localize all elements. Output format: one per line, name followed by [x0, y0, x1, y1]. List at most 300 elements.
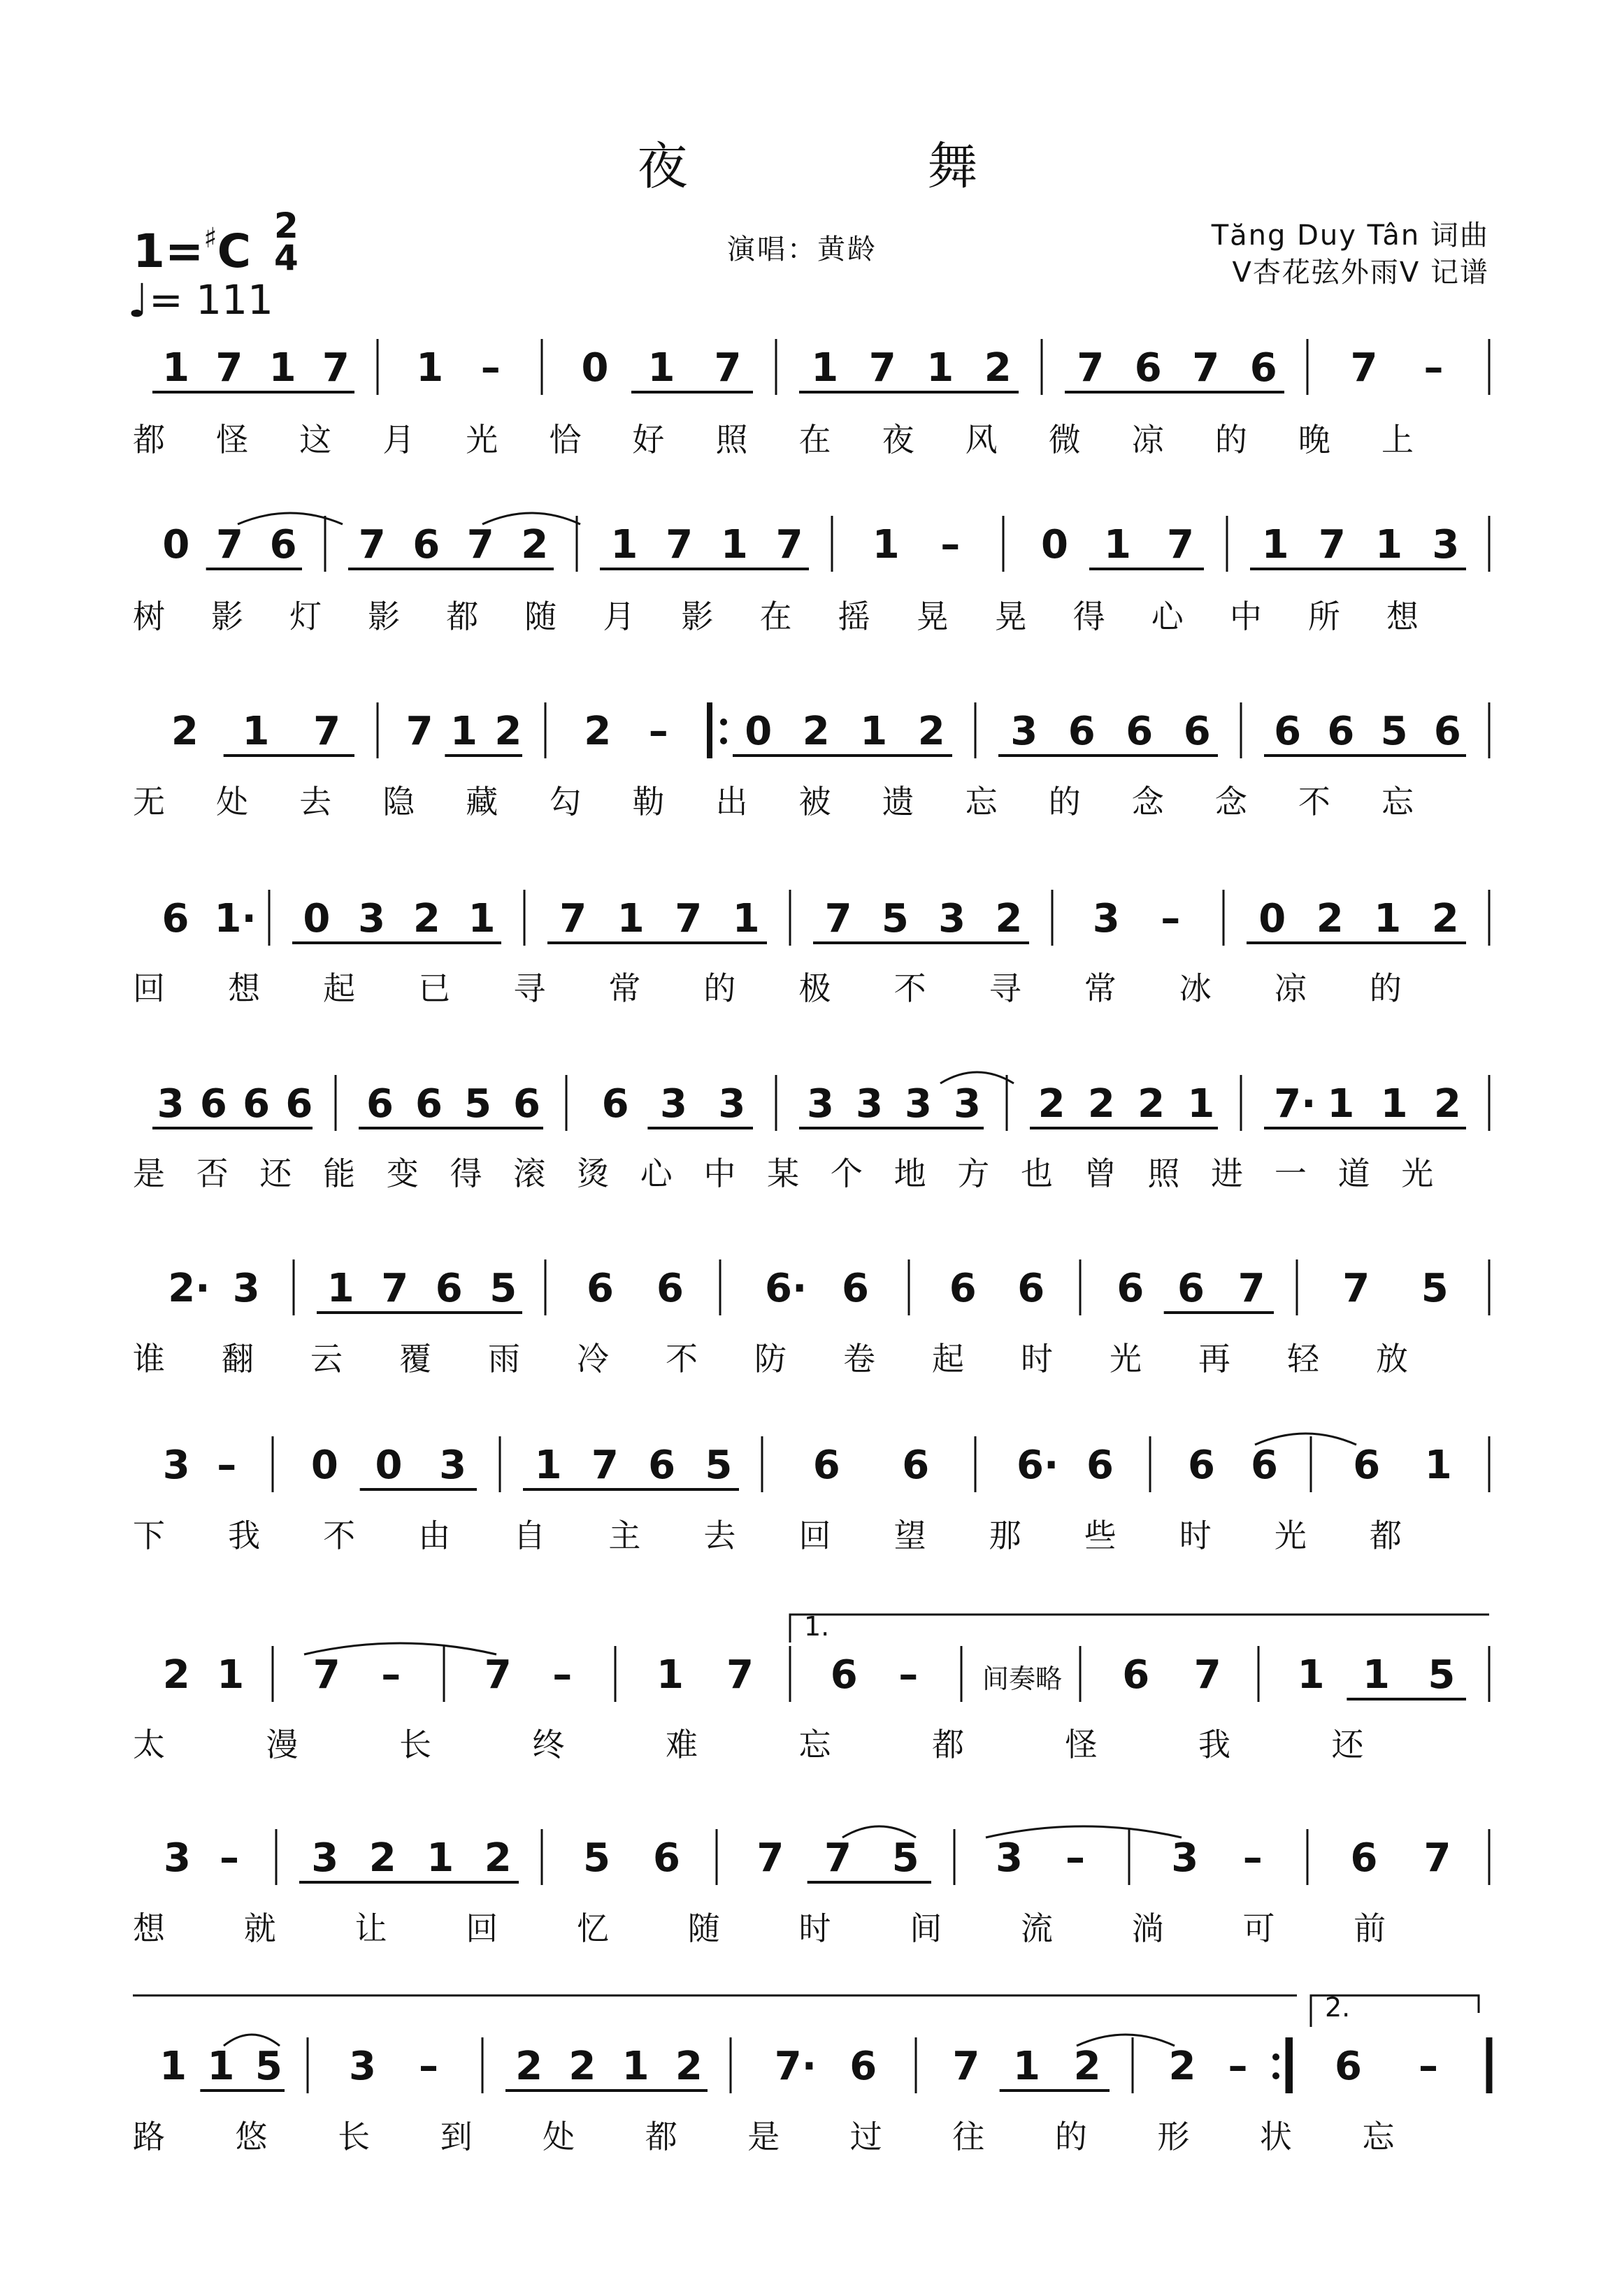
note: 3: [439, 1443, 467, 1488]
note: 1: [1380, 1081, 1408, 1127]
lyric-char: 凉: [1274, 969, 1307, 1007]
note: 7: [215, 345, 243, 391]
lyric-char: 个: [830, 1155, 863, 1192]
note: 0: [1258, 896, 1286, 941]
key-equals: =: [164, 224, 204, 278]
lyric-char: 已: [418, 969, 451, 1007]
note: 6: [415, 1081, 443, 1127]
note: –: [220, 1835, 239, 1881]
lyric-char: 上: [1381, 421, 1414, 459]
lyric-char: 曾: [1084, 1155, 1117, 1192]
lyric-char: 还: [259, 1155, 292, 1192]
note: 1: [1013, 2044, 1040, 2089]
note: 2: [1073, 2044, 1101, 2089]
volta-label-1: 1.: [804, 1611, 830, 1642]
note: 6: [1068, 709, 1096, 754]
note: 2: [675, 2044, 703, 2089]
lyric-char: 还: [1331, 1726, 1364, 1763]
note: –: [1161, 896, 1181, 941]
lyric-char: 难: [666, 1726, 698, 1763]
note: 6: [243, 1081, 271, 1127]
note: 0: [1041, 522, 1068, 568]
lyric-char: 藏: [466, 783, 498, 821]
note: 5: [1421, 1266, 1449, 1311]
note: 2: [1431, 896, 1459, 941]
lyric-char: 想: [228, 969, 261, 1007]
lyric-char: 是: [747, 2118, 780, 2156]
lyric-char: 淌: [1131, 1909, 1164, 1947]
note: –: [1228, 2044, 1248, 2089]
note: 7: [775, 522, 803, 568]
note: 1: [732, 896, 760, 941]
note: 6: [1134, 345, 1162, 391]
lyric-char: 怪: [1065, 1726, 1098, 1763]
lyric-char: 烫: [577, 1155, 609, 1192]
note: 5: [254, 2044, 282, 2089]
lyric-char: 流: [1021, 1909, 1053, 1947]
note: –: [940, 522, 961, 568]
lyric-char: 太: [133, 1726, 165, 1763]
lyric-char: 卷: [843, 1340, 875, 1378]
lyric-char: 的: [1214, 421, 1247, 459]
lyric-char: 念: [1131, 783, 1164, 821]
lyric-char: 光: [1274, 1517, 1307, 1554]
note: 7: [756, 1835, 784, 1881]
quarter-note-icon: ♩: [127, 274, 150, 328]
note: 5: [464, 1081, 491, 1127]
note: 2: [494, 709, 522, 754]
note: 3: [1432, 522, 1460, 568]
lyric-char: 极: [798, 969, 831, 1007]
note: 6: [412, 522, 440, 568]
note: 7: [1193, 1652, 1221, 1698]
lyric-char: 能: [323, 1155, 356, 1192]
note: 1: [811, 345, 839, 391]
note: 6·: [1017, 1443, 1059, 1488]
note: 7: [591, 1443, 619, 1488]
note: 1: [617, 896, 645, 941]
note: 6: [1183, 709, 1211, 754]
note: 7: [1167, 522, 1194, 568]
note: 2: [368, 1835, 396, 1881]
lyric-char: 好: [632, 421, 665, 459]
lyric-char: 光: [1401, 1155, 1434, 1192]
note: 2: [584, 709, 612, 754]
note: 2: [1038, 1081, 1065, 1127]
lyric-char: 风: [965, 421, 998, 459]
note: 1: [326, 1266, 354, 1311]
note: 6: [1126, 709, 1154, 754]
lyric-char: 由: [418, 1517, 451, 1554]
note: 1: [450, 709, 478, 754]
note: 1: [416, 345, 444, 391]
note: 1: [426, 1835, 454, 1881]
note: –: [419, 2044, 438, 2089]
lyric-char: 影: [681, 598, 714, 635]
note: 6: [1251, 1443, 1278, 1488]
lyric-char: 那: [989, 1517, 1021, 1554]
note: 7: [313, 709, 341, 754]
lyric-char: 我: [1198, 1726, 1230, 1763]
note: 6: [1017, 1266, 1045, 1311]
note: 6: [587, 1266, 614, 1311]
note: –: [480, 345, 501, 391]
lyric-char: 心: [640, 1155, 673, 1192]
lyric-char: 一: [1274, 1155, 1307, 1192]
lyric-char: 树: [133, 598, 165, 635]
lyric-char: 是: [133, 1155, 165, 1192]
note: 3: [954, 1081, 981, 1127]
note: 6: [949, 1266, 977, 1311]
note: 5: [1380, 709, 1408, 754]
lyric-char: 影: [211, 598, 244, 635]
note: 5: [891, 1835, 919, 1881]
note: 7: [1423, 1835, 1451, 1881]
note: 1: [1375, 522, 1403, 568]
note: 1: [610, 522, 638, 568]
note: 0: [162, 522, 190, 568]
note: 1: [207, 2044, 235, 2089]
interlude-label: 间奏略: [982, 1663, 1063, 1694]
lyric-char: 状: [1259, 2118, 1292, 2156]
repeat-dot: [1272, 2053, 1279, 2060]
lyric-char: 时: [1021, 1340, 1053, 1378]
note: 7: [405, 709, 433, 754]
note: 1: [647, 345, 675, 391]
lyric-char: 覆: [399, 1340, 431, 1378]
note: 3: [996, 1835, 1023, 1881]
note: 7·: [1274, 1081, 1316, 1127]
lyric-char: 照: [715, 421, 748, 459]
lyricist-composer-credit: Tăng Duy Tân 词曲: [1211, 219, 1489, 252]
note: 3: [905, 1081, 932, 1127]
lyric-char: 自: [513, 1517, 546, 1554]
lyric-char: 滚: [513, 1155, 546, 1192]
lyric-char: 长: [399, 1726, 431, 1763]
note: 7: [726, 1652, 754, 1698]
note: 6: [653, 1835, 680, 1881]
lyric-char: 想: [1386, 598, 1419, 635]
note: 6: [849, 2044, 877, 2089]
lyric-char: 再: [1198, 1340, 1230, 1378]
note: 5: [1428, 1652, 1456, 1698]
note: 7: [322, 345, 350, 391]
note: 1: [1327, 1081, 1355, 1127]
lyric-char: 回: [133, 969, 165, 1007]
note: 2: [917, 709, 945, 754]
note: 3: [856, 1081, 883, 1127]
note: –: [898, 1652, 919, 1698]
note: 6: [1327, 709, 1355, 754]
note: 0: [745, 709, 773, 754]
note: 2: [171, 709, 199, 754]
note: 6: [199, 1081, 227, 1127]
lyric-char: 心: [1151, 598, 1184, 635]
lyric-char: 的: [1369, 969, 1402, 1007]
note: 2: [515, 2044, 543, 2089]
lyric-char: 都: [133, 421, 165, 459]
note: 3: [164, 1835, 191, 1881]
lyric-char: 就: [243, 1909, 276, 1947]
note: 6: [1086, 1443, 1114, 1488]
time-signature-top: 2: [274, 205, 299, 246]
lyric-char: 到: [440, 2118, 473, 2156]
note: 3: [157, 1081, 185, 1127]
lyric-char: 望: [893, 1517, 926, 1554]
note: 1: [656, 1652, 684, 1698]
lyric-char: 都: [932, 1726, 964, 1763]
lyric-char: 过: [849, 2118, 882, 2156]
note: 3: [311, 1835, 339, 1881]
note: 6: [285, 1081, 313, 1127]
lyric-char: 翻: [222, 1340, 254, 1378]
sharp-sign: ♯: [203, 222, 217, 254]
note: 2: [412, 896, 440, 941]
lyric-char: 晚: [1298, 421, 1330, 459]
lyric-char: 常: [1084, 969, 1117, 1007]
note: 7: [675, 896, 703, 941]
note: 2: [1087, 1081, 1115, 1127]
note: 2·: [168, 1266, 210, 1311]
key-degree: 1: [133, 224, 165, 278]
repeat-dot: [720, 719, 727, 725]
lyric-char: 否: [196, 1155, 229, 1192]
note: –: [648, 709, 668, 754]
note: 6: [1117, 1266, 1144, 1311]
lyric-char: 勾: [549, 783, 582, 821]
lyric-char: 漫: [266, 1726, 299, 1763]
note: 3: [1171, 1835, 1199, 1881]
lyric-char: 不: [893, 969, 926, 1007]
lyric-char: 忘: [798, 1726, 831, 1763]
lyric-char: 某: [767, 1155, 800, 1192]
note: 7: [1077, 345, 1105, 391]
note: 2: [1316, 896, 1344, 941]
note: 6: [902, 1443, 930, 1488]
lyric-char: 摇: [838, 598, 870, 635]
lyric-char: 时: [1179, 1517, 1212, 1554]
note: 7: [952, 2044, 980, 2089]
note: 3: [358, 896, 386, 941]
key-letter: C: [217, 224, 252, 278]
note: 6: [1433, 709, 1461, 754]
volta-label-2: 2.: [1325, 1992, 1351, 2023]
lyric-char: 无: [133, 783, 165, 821]
lyric-char: 冷: [577, 1340, 609, 1378]
lyric-char: 的: [703, 969, 736, 1007]
note: 2: [484, 1835, 512, 1881]
note: 7: [1318, 522, 1346, 568]
note: 0: [310, 1443, 338, 1488]
lyric-char: 去: [703, 1517, 736, 1554]
lyric-char: 防: [754, 1340, 787, 1378]
note: 1: [268, 345, 296, 391]
transcriber-credit: V杏花弦外雨V 记谱: [1232, 257, 1489, 289]
volta-bracket-1: [790, 1615, 1489, 1642]
note: 7·: [774, 2044, 817, 2089]
note: 1: [468, 896, 496, 941]
note: 1: [162, 345, 190, 391]
note: –: [1419, 2044, 1438, 2089]
lyric-char: 中: [703, 1155, 736, 1192]
lyric-char: 长: [338, 2118, 371, 2156]
note: 3: [807, 1081, 834, 1127]
note: 6: [812, 1443, 840, 1488]
lyric-char: 微: [1048, 421, 1081, 459]
note: 1: [1297, 1652, 1325, 1698]
note: 7: [824, 896, 852, 941]
note: 7: [824, 1835, 852, 1881]
lyric-char: 地: [893, 1155, 926, 1192]
note: 2: [995, 896, 1023, 941]
lyric-char: 可: [1242, 1909, 1275, 1947]
note: 1: [1261, 522, 1289, 568]
note: 1: [159, 2044, 187, 2089]
lyric-char: 形: [1157, 2118, 1190, 2156]
note: 1: [1374, 896, 1402, 941]
lyric-char: 都: [645, 2118, 677, 2156]
note: –: [1065, 1835, 1085, 1881]
note: 7: [313, 1652, 340, 1698]
note: 1: [217, 1652, 245, 1698]
lyric-char: 随: [524, 598, 557, 635]
lyric-char: 遗: [882, 783, 914, 821]
lyric-char: 时: [798, 1909, 831, 1947]
lyric-char: 念: [1214, 783, 1247, 821]
note: 7: [466, 522, 494, 568]
lyric-char: 出: [715, 783, 748, 821]
note: 0: [303, 896, 331, 941]
note: 5: [489, 1266, 517, 1311]
note: 2: [162, 1652, 190, 1698]
lyric-char: 得: [450, 1155, 482, 1192]
singer-credit: 演唱：黄龄: [727, 233, 877, 266]
lyric-char: 去: [299, 783, 332, 821]
note: 3: [1010, 709, 1038, 754]
lyric-char: 被: [798, 783, 831, 821]
note: 7: [1350, 345, 1378, 391]
note: –: [1423, 345, 1444, 391]
note: 0: [375, 1443, 403, 1488]
note: 7: [484, 1652, 512, 1698]
lyric-char: 忘: [965, 783, 998, 821]
note: 6: [830, 1652, 858, 1698]
lyric-char: 所: [1307, 598, 1340, 635]
note: 3: [938, 896, 966, 941]
note: 1: [1104, 522, 1131, 568]
note: 7: [1237, 1266, 1265, 1311]
note: 6: [648, 1443, 676, 1488]
note: 7: [216, 522, 243, 568]
lyric-char: 不: [1298, 783, 1330, 821]
lyric-char: 的: [1054, 2118, 1087, 2156]
note: 1: [872, 522, 900, 568]
lyric-char: 些: [1084, 1517, 1117, 1554]
lyric-char: 寻: [989, 969, 1021, 1007]
note: 6: [162, 896, 189, 941]
lyric-char: 得: [1072, 598, 1105, 635]
note: 6: [1350, 1835, 1378, 1881]
note: 5: [705, 1443, 733, 1488]
note: 6: [1274, 709, 1302, 754]
note: –: [552, 1652, 573, 1698]
lyric-char: 怪: [216, 421, 249, 459]
lyric-char: 灯: [289, 598, 322, 635]
lyric-char: 勒: [632, 783, 665, 821]
lyric-char: 凉: [1131, 421, 1164, 459]
song-title: 夜 舞: [637, 137, 1090, 196]
lyric-char: 光: [1110, 1340, 1142, 1378]
note: 7: [1192, 345, 1220, 391]
lyric-char: 都: [446, 598, 479, 635]
note: 5: [881, 896, 909, 941]
note: 6: [1335, 2044, 1362, 2089]
lyric-char: 往: [952, 2118, 985, 2156]
note: 6: [1188, 1443, 1215, 1488]
note: 6: [656, 1266, 684, 1311]
lyric-char: 想: [133, 1909, 165, 1947]
lyric-char: 道: [1337, 1155, 1370, 1192]
lyric-char: 忆: [577, 1909, 609, 1947]
lyric-char: 间: [910, 1909, 942, 1947]
note: 1: [1187, 1081, 1215, 1127]
lyric-char: 在: [759, 598, 792, 635]
lyric-char: 在: [798, 421, 831, 459]
lyric-char: 月: [382, 421, 415, 459]
note: 1: [622, 2044, 649, 2089]
note: 1: [1363, 1652, 1390, 1698]
note: 3: [660, 1081, 687, 1127]
lyric-char: 进: [1211, 1155, 1244, 1192]
lyric-char: 都: [1369, 1517, 1402, 1554]
note: 1: [720, 522, 748, 568]
lyric-char: 不: [323, 1517, 356, 1554]
note: –: [217, 1443, 237, 1488]
note: 6: [435, 1266, 463, 1311]
note: 3: [162, 1443, 190, 1488]
note: 7: [381, 1266, 409, 1311]
note: 6: [601, 1081, 629, 1127]
note: 2: [1137, 1081, 1165, 1127]
note: 3: [718, 1081, 746, 1127]
note: 1: [860, 709, 888, 754]
note: 6: [1249, 345, 1277, 391]
lyric-char: 让: [354, 1909, 387, 1947]
note: 7: [666, 522, 694, 568]
note: 2: [1433, 1081, 1461, 1127]
lyric-char: 回: [798, 1517, 831, 1554]
note: 2: [1168, 2044, 1196, 2089]
note: 7: [559, 896, 587, 941]
note: 1: [242, 709, 270, 754]
lyric-char: 恰: [549, 421, 582, 459]
lyric-char: 轻: [1287, 1340, 1319, 1378]
note: 2: [521, 522, 549, 568]
lyric-char: 谁: [133, 1340, 165, 1378]
lyric-char: 冰: [1179, 969, 1212, 1007]
note: 6: [269, 522, 297, 568]
lyric-char: 常: [608, 969, 641, 1007]
tempo-value: = 111: [149, 276, 273, 324]
note: 7: [1342, 1266, 1370, 1311]
lyric-char: 隐: [382, 783, 415, 821]
note: 1: [926, 345, 954, 391]
note: 7: [868, 345, 896, 391]
lyric-char: 云: [310, 1340, 343, 1378]
note: 6: [1177, 1266, 1205, 1311]
lyric-char: 中: [1229, 598, 1262, 635]
lyric-char: 下: [133, 1517, 165, 1554]
